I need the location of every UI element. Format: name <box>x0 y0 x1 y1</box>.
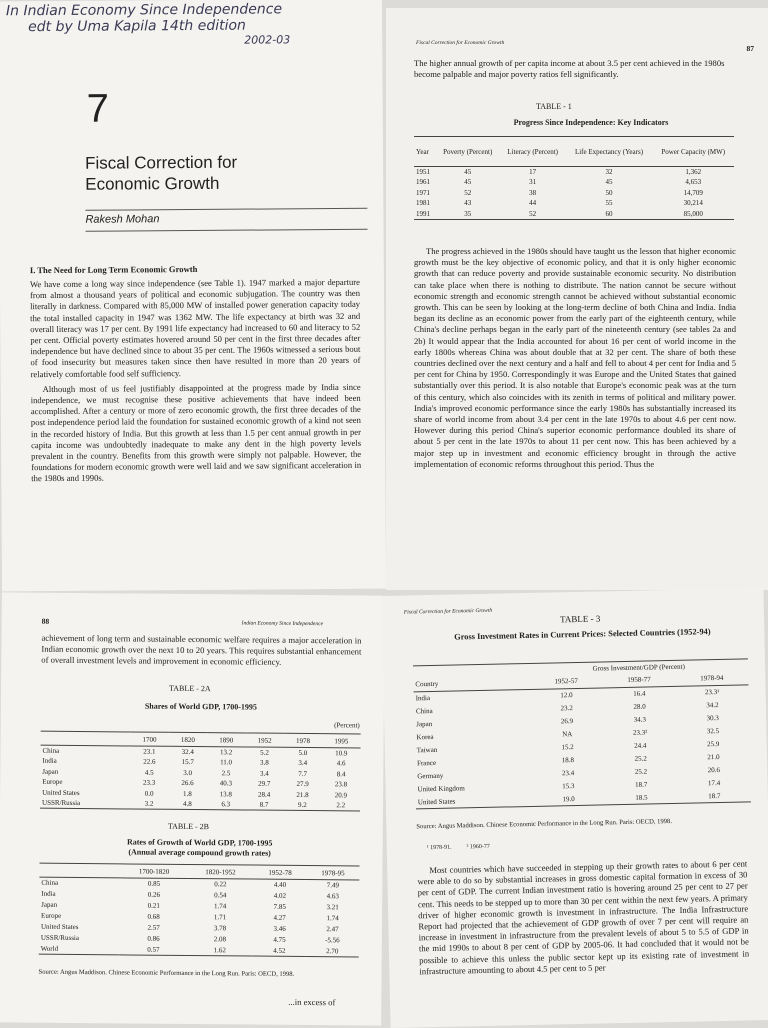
table-source: Source: Angus Maddison. Chinese Economic Performance in the Long Run. Paris: OECD, 1998. <box>416 818 673 831</box>
table-cell: 28.0 <box>633 702 646 711</box>
table-cell: 30,214 <box>683 199 703 208</box>
table-cell: 3.21 <box>326 903 339 912</box>
section-heading: I. The Need for Long Term Economic Growth <box>29 263 198 276</box>
column-header: Life Expectancy (Years) <box>574 147 644 156</box>
table-1-caption: TABLE - 1 <box>536 102 572 111</box>
column-header: 1952 <box>257 736 272 745</box>
table-cell: 4.02 <box>273 891 287 900</box>
table-cell: 38 <box>529 188 537 197</box>
table-cell: 2.5 <box>221 769 231 778</box>
data-table <box>413 658 751 809</box>
table-cell: 18.7 <box>708 791 721 800</box>
table-cell: 21.0 <box>707 753 720 762</box>
table-cell: 0.68 <box>147 912 160 921</box>
row-label: Germany <box>417 771 444 781</box>
row-label: India <box>42 756 57 766</box>
paragraph: We have come a long way since independence (see Table 1). 1947 marked a major departure from almost a thousand years of political and economic subjugation. The country was then literally in darkness. Compared with 85,000 MW of installed power generation capacity today the total installed capacity in 1947 was 1362 MW. The life expectancy at birth was 32 and overall literacy was 17 per cent. By 1991 life expectancy had increased to 60 and literacy to 52 per cent. Official poverty estimates hovered around 50 per cent in the first three decades after independence but have declined since to about 35 per cent. The 1960s witnessed a serious bout of food insecurity but measures taken since then have resulted in more than 20 years of relatively comfortable food self sufficiency. <box>29 276 361 379</box>
table-2b <box>39 863 362 958</box>
table-cell: 40.3 <box>219 779 233 788</box>
table-cell: NA <box>562 730 573 739</box>
table-cell: 18.8 <box>561 756 575 765</box>
table-cell: 30.3 <box>706 714 719 723</box>
table-cell: 25.2 <box>634 754 647 763</box>
table-cell: 23.8 <box>334 780 348 789</box>
table-cell: 44 <box>529 199 537 208</box>
table-cell: 2.2 <box>336 801 346 810</box>
handwritten-note-line-1: In Indian Economy Since Independence <box>5 1 283 20</box>
table-cell: 0.21 <box>147 901 160 910</box>
table-2a-title: Shares of World GDP, 1700-1995 <box>144 701 257 712</box>
table-cell: 35 <box>464 209 472 218</box>
table-row <box>414 198 734 209</box>
table-cell: 60 <box>605 209 613 218</box>
table-cell: 3.8 <box>260 758 269 767</box>
table-cell: 52 <box>529 209 537 218</box>
paragraph: The progress achieved in the 1980s should have taught us the lesson that higher economic growth must be the key objective of economic policy, and that it is only higher economic growth that can reduce poverty and provide sustainable economic security. No distribution can take place when there is nothing to distribute. The nation cannot be secure without economic strength and economic strength cannot be achieved without substantial economic growth. This can be seen by looking at the long-term decline of both China and India. India began its decline as an economic power from the early part of the eighteenth century, while China's decline perhaps began in the early part of the nineteenth century (see tables 2a and 2b) It would appear that the India accounted for about 16 per cent of world income in the early 1800s whereas China was about double that at 32 per cent. The share of both these countries declined over the next century and a half and fell to about 4 per cent for India and 5 per cent for China by 1950. Correspondingly it was Europe and the United States that gained substantially over this period. It is also notable that Europe's economic peak was at the turn of this century, which also coincides with its zenith in terms of political and military power. India's improved economic performance since the early 1980s has substantially increased its share of world income from about 3.4 per cent in the late 1970s to about 4.6 per cent now. However during this period China's superior economic performance doubled its share of about 5 per cent in the late 1970s to about 11 per cent now. This has been achieved by a major step up in investment and economic efficiency brought in through the active implementation of economic reforms throughout this period. Thus the <box>414 246 736 469</box>
table-cell: 23.3 <box>143 778 156 787</box>
table-cell: 4.8 <box>182 799 192 809</box>
table-cell: 3.2 <box>144 799 154 808</box>
table-cell: 50 <box>605 188 613 197</box>
data-table <box>414 136 734 220</box>
table-cell: 3.78 <box>213 924 227 933</box>
table-cell: 5.0 <box>298 748 308 758</box>
table-cell: 26.6 <box>181 779 194 788</box>
table-cell: 6.3 <box>221 800 231 809</box>
table-cell: 0.57 <box>147 945 160 954</box>
table-cell: 26.9 <box>560 717 574 726</box>
table-cell: 24.4 <box>634 741 647 750</box>
column-header <box>39 863 121 878</box>
table-cell: 20.9 <box>334 791 348 800</box>
column-header: 1978-94 <box>700 674 724 683</box>
table-cell: 3.4 <box>298 759 308 768</box>
table-cell: 0.54 <box>214 891 227 900</box>
row-label: Japan <box>416 720 433 729</box>
row-label: India <box>41 889 56 898</box>
table-cell: 32.5 <box>706 727 720 736</box>
intro-text: achievement of long term and sustainable economic welfare requires a major acceleration in Indian economic growth over the next 10 to 20 years. This requires substantial enhancement of overall investment levels and improvement in economic efficiency. <box>41 632 362 668</box>
row-label: China <box>41 878 59 888</box>
table-source: Source: Angus Maddison. Chinese Economic Performance in the Long Run. Paris: OECD, 1998. <box>38 968 295 978</box>
table-1-title: Progress Since Independence: Key Indicators <box>513 118 669 127</box>
column-header: Year <box>416 147 429 156</box>
table-cell: 0.85 <box>147 879 161 888</box>
table-row <box>414 167 734 178</box>
table-cell: 8.7 <box>259 800 269 809</box>
column-header: 1952-57 <box>554 677 578 686</box>
column-header: 1820-1952 <box>205 867 236 876</box>
row-label: Europe <box>42 777 63 787</box>
table-cell: 2.47 <box>326 925 339 934</box>
table-cell: 22.6 <box>143 757 156 766</box>
table-cell: 45 <box>605 178 613 187</box>
table-3-caption: TABLE - 3 <box>559 613 601 625</box>
table-row <box>414 177 734 188</box>
table-cell: 1.74 <box>214 902 227 911</box>
table-cell: 23.2 <box>560 704 573 713</box>
table-cell: 31 <box>529 178 537 187</box>
divider <box>86 229 368 232</box>
table-cell: 13.2 <box>220 748 233 757</box>
table-cell: 4.6 <box>336 759 346 768</box>
running-header: Fiscal Correction for Economic Growth <box>403 607 493 616</box>
table-cell: 23.4 <box>561 769 575 778</box>
table-cell: 10.9 <box>335 749 348 758</box>
intro-text: The higher annual growth of per capita income at about 3.5 per cent achieved in the 1980s become palpable and major poverty ratios fell significantly. <box>414 58 725 80</box>
handwritten-note-line-2: edt by Uma Kapila 14th edition <box>28 17 246 36</box>
table-row <box>40 798 360 811</box>
page-bottom-right <box>382 588 768 1028</box>
table-cell: 25.9 <box>707 740 720 749</box>
page-bottom-left <box>0 592 385 1025</box>
paragraph: Although most of us feel justifiably disappointed at the progress made by India since independence, we must recognise these positive achievements that have indeed been accomplished. After a century or more of zero economic growth, the first three decades of the post independence period laid the foundation for sustained economic growth of a kind not seen in the recorded history of India. But this growth at less than 1.5 per cent annual growth in per capita income was undoubtedly inadequate to make any dent in the high poverty levels prevalent in the country. Benefits from this growth were simply not palpable. However, the foundations for modern economic growth were well laid and we saw significant acceleration in the 1980s and 1990s. <box>30 381 362 484</box>
table-1 <box>414 136 744 220</box>
table-cell: 7.49 <box>326 881 340 890</box>
table-cell: 16.4 <box>633 689 646 699</box>
data-table <box>40 731 361 812</box>
row-label: United Kingdom <box>417 784 465 794</box>
table-cell: 55 <box>605 199 613 208</box>
table-2b-subtitle: (Annual average compound growth rates) <box>128 847 271 858</box>
chapter-number: 7 <box>86 86 110 131</box>
column-group-header: Gross Investment/GDP (Percent) <box>592 662 685 673</box>
row-label: Taiwan <box>416 745 438 755</box>
row-label: 1991 <box>416 209 430 218</box>
table-cell: 13.8 <box>219 789 232 799</box>
table-cell: 15.3 <box>562 782 575 791</box>
page-top-right <box>386 8 768 590</box>
table-footnotes: ¹ 1978-91. ² 1960-77 <box>426 843 490 852</box>
table-cell: 17 <box>529 168 537 176</box>
table-2b-caption: TABLE - 2B <box>167 821 210 832</box>
running-header: Indian Economy Since Independence <box>241 620 324 628</box>
table-cell: 0.86 <box>147 934 160 943</box>
table-3 <box>413 658 756 809</box>
table-cell: 4.5 <box>144 768 154 777</box>
table-cell: 0.22 <box>214 880 227 889</box>
column-header: 1978-95 <box>321 868 345 877</box>
row-label: Japan <box>42 767 59 776</box>
row-label: United States <box>42 788 80 797</box>
table-cell: 45 <box>464 168 472 176</box>
table-cell: 1,362 <box>685 168 702 176</box>
row-label: China <box>42 746 60 755</box>
table-2b-title: Rates of Growth of World GDP, 1700-1995 <box>126 837 273 848</box>
column-header <box>41 731 131 746</box>
table-cell: 0.0 <box>144 789 154 798</box>
table-cell: 4.40 <box>273 880 287 890</box>
table-cell: 85,000 <box>683 209 703 218</box>
data-table <box>39 863 360 958</box>
column-header: Poverty (Percent) <box>443 147 493 156</box>
chapter-author: Rakesh Mohan <box>85 213 160 226</box>
table-cell: 3.4 <box>259 769 269 778</box>
row-label: 1981 <box>416 199 430 208</box>
table-cell: 7.7 <box>298 769 308 778</box>
table-cell: 18.5 <box>635 793 648 802</box>
body-text <box>414 246 736 470</box>
column-header: Country <box>415 680 439 689</box>
row-label: USSR/Russia <box>40 933 80 943</box>
column-header: 1700 <box>142 735 157 744</box>
page-number: 87 <box>746 44 754 53</box>
row-label: Korea <box>416 732 434 742</box>
column-header: 1958-77 <box>627 675 651 685</box>
running-header: Fiscal Correction for Economic Growth <box>416 40 505 46</box>
page-number: 88 <box>41 616 50 626</box>
table-cell: 7.85 <box>273 902 286 911</box>
row-label: World <box>40 944 59 953</box>
row-label: USSR/Russia <box>42 798 81 808</box>
table-cell: 45 <box>464 178 472 187</box>
page-top-left <box>0 0 386 591</box>
table-cell: 43 <box>464 199 472 208</box>
table-cell: 34.3 <box>633 715 647 724</box>
body-text <box>30 277 361 485</box>
table-cell: 4.27 <box>273 913 286 922</box>
row-label: United States <box>40 922 79 932</box>
table-cell: 23.3² <box>632 728 648 737</box>
row-label: Europe <box>41 911 62 920</box>
table-2a <box>40 731 363 812</box>
column-header: 1995 <box>334 736 349 745</box>
table-cell: 2.70 <box>326 946 339 956</box>
table-cell: 20.6 <box>707 765 720 775</box>
table-cell: 27.9 <box>296 780 309 789</box>
column-header: Power Capacity (MW) <box>661 147 726 156</box>
table-cell: 2.08 <box>213 935 227 944</box>
table-cell: 21.8 <box>296 790 309 799</box>
table-row <box>414 209 734 220</box>
table-cell: 52 <box>464 188 472 197</box>
table-row <box>414 188 734 199</box>
table-cell: 18.7 <box>634 780 648 789</box>
row-label: 1951 <box>416 168 430 176</box>
handwritten-note-line-3: 2002-03 <box>244 33 291 47</box>
table-cell: 15.2 <box>561 743 574 752</box>
column-header: 1820 <box>180 735 195 744</box>
table-cell: 19.0 <box>562 794 575 804</box>
trailing-text: ...in excess of <box>288 996 336 1008</box>
table-cell: 1.8 <box>183 789 192 798</box>
table-cell: 14,709 <box>683 188 703 197</box>
table-cell: -5.56 <box>325 936 340 945</box>
row-label: United States <box>417 797 456 807</box>
row-label: Japan <box>41 900 58 909</box>
body-text <box>417 858 749 977</box>
row-label: 1961 <box>416 178 430 187</box>
table-cell: 15.7 <box>181 758 194 767</box>
column-header: Literacy (Percent) <box>507 147 559 156</box>
row-label: China <box>415 707 433 716</box>
row-label: France <box>416 758 437 768</box>
divider <box>85 208 367 211</box>
table-cell: 32 <box>605 168 613 176</box>
table-cell: 1.71 <box>213 913 227 922</box>
table-3-title: Gross Investment Rates in Current Prices: Selected Countries (1952-94) <box>454 627 711 642</box>
table-cell: 23.3¹ <box>704 688 720 697</box>
table-cell: 4.75 <box>273 935 286 944</box>
table-cell: 3.46 <box>273 924 286 933</box>
table-2a-caption: TABLE - 2A <box>169 683 211 694</box>
table-cell: 23.1 <box>143 747 156 756</box>
row-label: India <box>415 694 431 703</box>
table-cell: 11.0 <box>220 758 233 767</box>
table-cell: 25.2 <box>634 767 648 776</box>
chapter-title: Fiscal Correction for Economic Growth <box>85 152 238 194</box>
table-2a-unit: (Percent) <box>334 721 360 730</box>
column-header: 1978 <box>295 736 311 745</box>
row-label: 1971 <box>416 188 430 197</box>
column-header: 1890 <box>219 735 234 744</box>
table-cell: 4,653 <box>685 178 702 187</box>
column-header: 1952-78 <box>268 868 292 877</box>
table-cell: 8.4 <box>336 770 346 779</box>
table-cell: 0.26 <box>147 890 161 899</box>
table-cell: 32.4 <box>181 747 194 757</box>
table-row <box>39 943 359 957</box>
table-cell: 4.63 <box>326 892 339 901</box>
table-cell: 1.74 <box>326 914 339 923</box>
table-cell: 1.62 <box>213 945 226 955</box>
table-cell: 3.0 <box>183 768 193 777</box>
table-cell: 17.4 <box>707 778 721 788</box>
table-cell: 34.2 <box>706 701 719 710</box>
table-cell: 9.2 <box>298 800 307 810</box>
table-cell: 4.52 <box>273 946 286 955</box>
table-cell: 2.57 <box>147 923 160 932</box>
table-cell: 5.2 <box>260 748 269 757</box>
table-cell: 12.0 <box>560 691 573 700</box>
column-header: 1700-1820 <box>138 867 170 876</box>
table-cell: 29.7 <box>258 779 271 788</box>
table-cell: 28.4 <box>258 790 271 799</box>
paragraph: Most countries which have succeeded in stepping up their growth rates to about 6 per cent were able to do so by substantial increases in gross domestic capital formation in excess of 30 per cent of GDP. The current Indian investment ratio is hovering around 25 per cent to 27 per cent. This needs to be stepped up to more than 30 per cent within the next few years. A primary driver of higher economic growth is investment in infrastructure. The India Infrastructure Report had projected that the achievement of GDP growth of over 7 per cent will require an increase in investment in infrastructure from the prevalent levels of about 5 to 5.5 of GDP in the mid 1990s to about 8 per cent of GDP by 2005-06. It had concluded that it would not be possible to achieve this unless the public sector kept up its existing rate of investment in infrastructure amounting to about 4.5 per cent to 5 per <box>417 858 750 977</box>
